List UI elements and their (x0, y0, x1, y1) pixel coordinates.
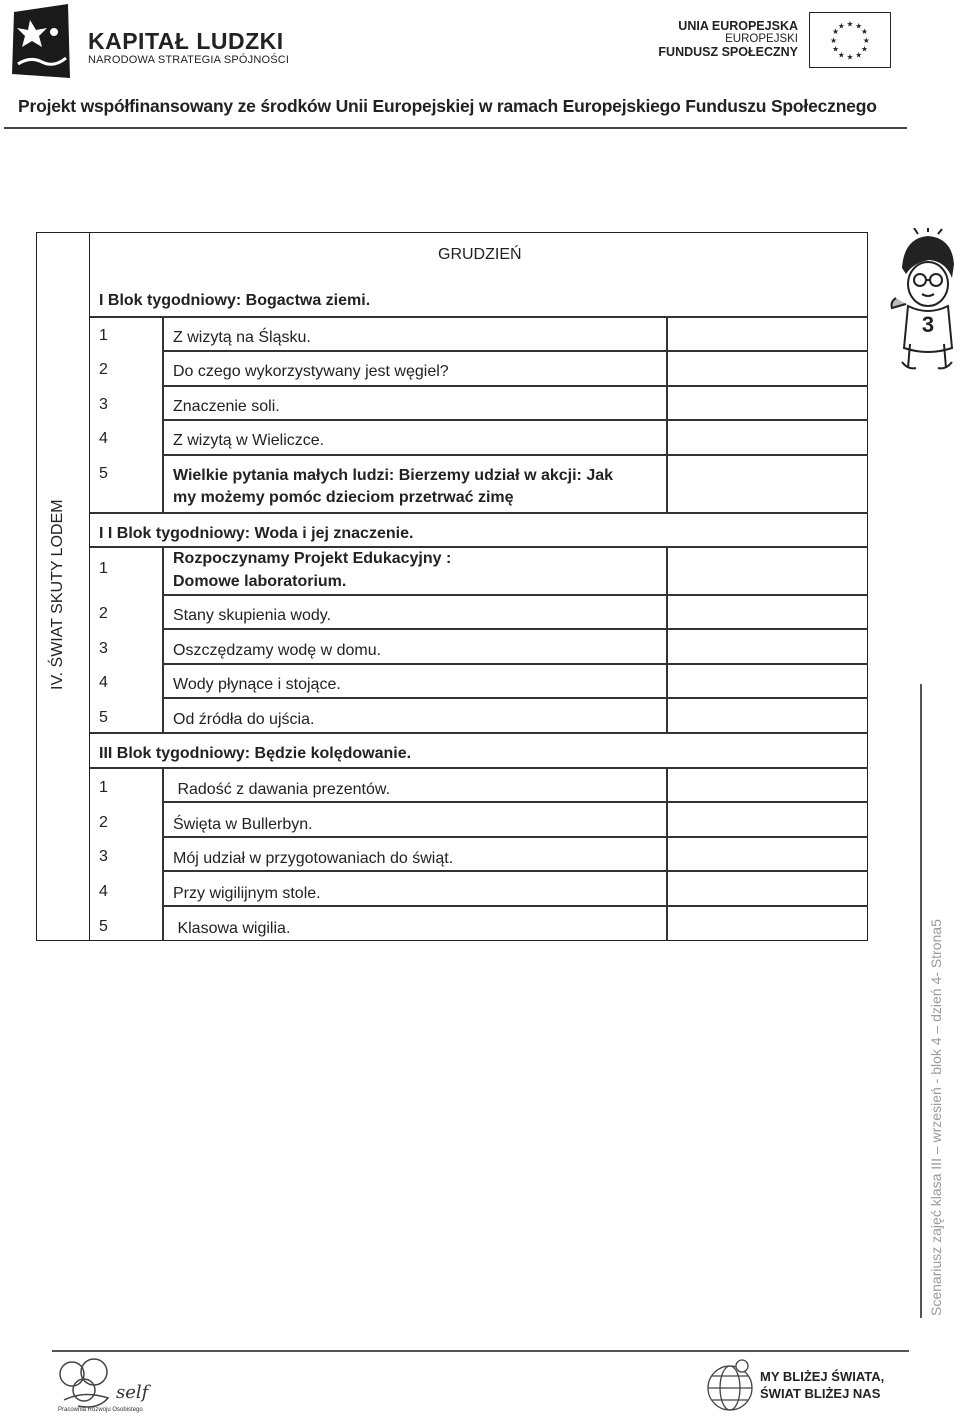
row-number: 5 (99, 709, 108, 726)
row-topic: Z wizytą w Wieliczce. (173, 432, 325, 449)
self-caption: Pracownia Rozwoju Osobistego (58, 1407, 143, 1413)
svg-text:★: ★ (832, 44, 839, 54)
row-divider (162, 697, 868, 699)
row-divider (90, 512, 868, 514)
row-divider (162, 870, 868, 872)
row-topic: Radość z dawania prezentów. (173, 781, 391, 798)
row-topic-line-2: my możemy pomóc dzieciom przetrwać zimę (173, 489, 514, 506)
svg-text:★: ★ (830, 35, 838, 45)
row-divider (162, 350, 868, 352)
row-divider (90, 732, 868, 734)
row-topic-line-2: Domowe laboratorium. (173, 573, 347, 590)
row-number: 3 (99, 640, 108, 657)
block-title: I Blok tygodniowy: Bogactwa ziemi. (99, 292, 371, 309)
row-number: 1 (99, 327, 108, 344)
svg-text:★: ★ (862, 35, 870, 45)
kapital-ludzki-subtitle: NARODOWA STRATEGIA SPÓJNOŚCI (88, 54, 290, 66)
row-topic: Święta w Bullerbyn. (173, 816, 313, 833)
footer-divider (52, 1350, 909, 1352)
row-topic: Przy wigilijnym stole. (173, 885, 321, 902)
mbs-line-2: ŚWIAT BLIŻEJ NAS (760, 1386, 881, 1401)
eu-fund-text (658, 20, 798, 59)
row-divider (162, 419, 868, 421)
svg-text:★: ★ (832, 27, 839, 37)
self-logo-text: self (116, 1382, 149, 1403)
row-number: 1 (99, 560, 108, 577)
row-number: 4 (99, 674, 108, 691)
eu-line-1: UNIA EUROPEJSKA (678, 19, 798, 33)
block-title: I I Blok tygodniowy: Woda i jej znaczenie. (99, 525, 414, 542)
svg-text:★: ★ (837, 21, 845, 31)
row-divider (162, 385, 868, 387)
girl-mascot-illustration (888, 228, 960, 378)
row-topic-line-1: Rozpoczynamy Projekt Edukacyjny : (173, 550, 452, 567)
row-divider (162, 663, 868, 665)
row-number: 3 (99, 396, 108, 413)
svg-text:★: ★ (861, 44, 868, 54)
side-vertical-rule (920, 684, 922, 1318)
row-divider (90, 316, 868, 318)
row-number: 5 (99, 918, 108, 935)
row-divider (162, 836, 868, 838)
schedule-table (36, 232, 868, 941)
svg-text:★: ★ (861, 27, 868, 37)
row-topic: Z wizytą na Śląsku. (173, 329, 311, 346)
section-side-label: IV. ŚWIAT SKUTY LODEM (49, 499, 66, 690)
svg-text:★: ★ (855, 50, 863, 60)
column-divider (162, 546, 164, 732)
row-topic: Oszczędzamy wodę w domu. (173, 642, 382, 659)
row-topic: Stany skupienia wody. (173, 607, 332, 624)
row-number: 4 (99, 430, 108, 447)
mbs-line-1: MY BLIŻEJ ŚWIATA, (760, 1369, 885, 1384)
row-number: 2 (99, 814, 108, 831)
column-divider (666, 767, 668, 941)
header-divider (4, 127, 907, 129)
svg-text:★: ★ (846, 19, 854, 29)
row-topic: Znaczenie soli. (173, 398, 280, 415)
column-divider (666, 316, 668, 512)
block-title: III Blok tygodniowy: Będzie kolędowanie. (99, 745, 412, 762)
row-topic: Do czego wykorzystywany jest węgiel? (173, 363, 449, 380)
row-number: 1 (99, 779, 108, 796)
row-number: 2 (99, 605, 108, 622)
row-divider (162, 454, 868, 456)
svg-text:★: ★ (855, 21, 863, 31)
row-divider (162, 628, 868, 630)
eu-line-2: EUROPEJSKI (725, 33, 798, 45)
kapital-ludzki-logo (8, 2, 76, 82)
column-divider (666, 546, 668, 732)
row-divider (162, 801, 868, 803)
row-divider (162, 905, 868, 907)
scenario-page-footer: Scenariusz zajęć klasa III – wrzesień - blok 4 – dzień 4- Strona5 (928, 919, 944, 1316)
row-divider (90, 767, 868, 769)
kapital-ludzki-title: KAPITAŁ LUDZKI (88, 28, 284, 54)
row-number: 3 (99, 848, 108, 865)
eu-line-3: FUNDUSZ SPOŁECZNY (658, 45, 798, 59)
row-topic: Klasowa wigilia. (173, 920, 291, 937)
svg-text:★: ★ (846, 52, 854, 62)
row-topic-line-1: Wielkie pytania małych ludzi: Bierzemy udział w akcji: Jak (173, 467, 614, 484)
row-number: 4 (99, 883, 108, 900)
row-topic: Mój udział w przygotowaniach do świąt. (173, 850, 454, 867)
globe-logo-icon (704, 1358, 756, 1414)
row-topic: Od źródła do ujścia. (173, 711, 315, 728)
svg-text:★: ★ (837, 50, 845, 60)
mbs-slogan (760, 1368, 884, 1402)
project-cofinancing-line: Projekt współfinansowany ze środków Unii Europejskiej w ramach Europejskiego Funduszu Społecznego (18, 96, 877, 116)
class-number-badge: 3 (921, 312, 935, 337)
row-number: 2 (99, 361, 108, 378)
eu-flag-icon (809, 12, 891, 68)
column-divider (162, 316, 164, 512)
row-number: 5 (99, 465, 108, 482)
row-topic: Wody płynące i stojące. (173, 676, 341, 693)
row-divider (162, 594, 868, 596)
month-heading: GRUDZIEŃ (438, 246, 522, 263)
column-divider (162, 767, 164, 941)
